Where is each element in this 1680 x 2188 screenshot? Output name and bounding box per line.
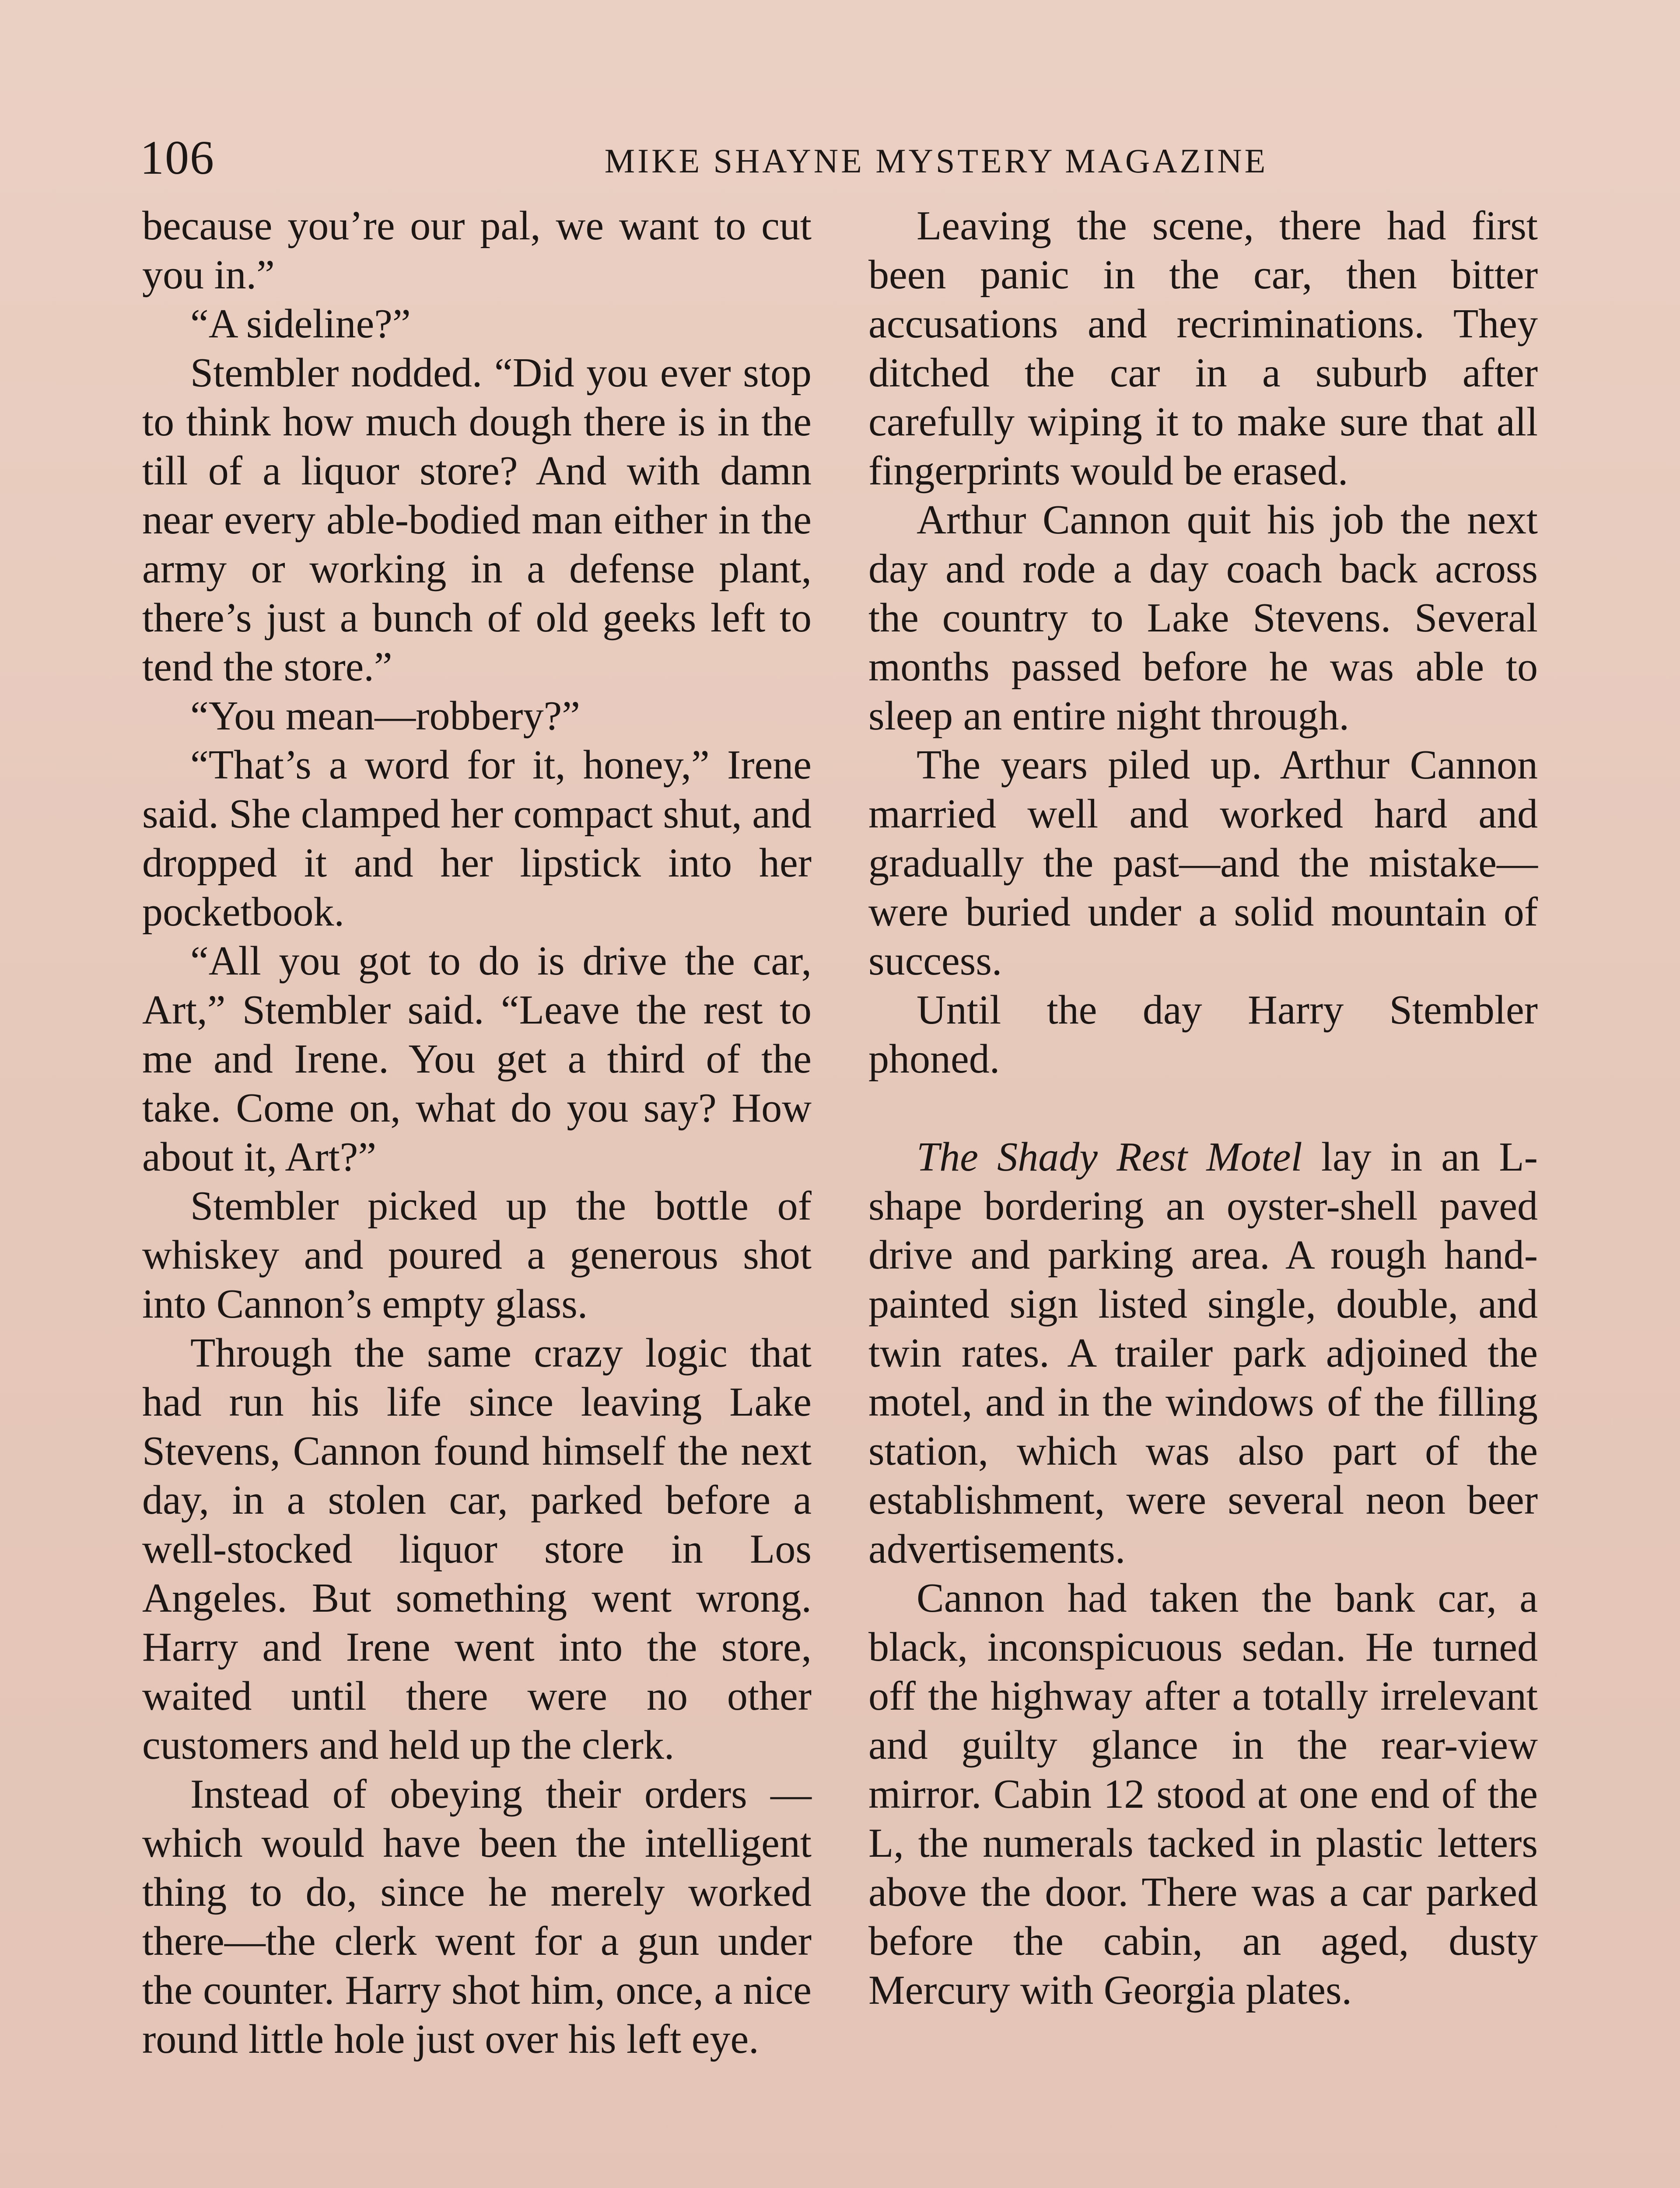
paragraph: Stembler nodded. “Did you ever stop to think how much dough there is in the till of a liquor store? And with damn near every able-bodied man either in the army or working in a defense plant, there’s just a bunch of old geeks left to tend the store.” — [142, 350, 812, 690]
page-number: 106 — [140, 131, 215, 184]
running-head: MIKE SHAYNE MYSTERY MAGAZINE — [604, 142, 1268, 180]
right-column — [868, 201, 1538, 2015]
paragraph: “You mean—robbery?” — [190, 693, 581, 739]
paragraph: Stembler picked up the bottle of whiskey and poured a generous shot into Cannon’s empty glass. — [142, 1183, 812, 1327]
paragraph: Until the day Harry Stembler phoned. — [868, 987, 1538, 1082]
paragraph-text: lay in an L-shape bordering an oyster-shell paved drive and parking area. A rough hand-painted sign listed single, double, and twin rates. A trailer park adjoined the motel, and in the windows of the filling station, which was also part of the establishment, were several neon beer advertisements. — [868, 1134, 1538, 1572]
left-column — [142, 201, 812, 2064]
motel-name: The Shady Rest Motel — [917, 1134, 1302, 1180]
paragraph: The years piled up. Arthur Cannon married well and worked hard and gradually the past—and the mistake—were buried under a solid mountain of success. — [868, 742, 1538, 984]
paragraph: Instead of obeying their orders —which would have been the intelligent thing to do, since he merely worked there—the clerk went for a gun under the counter. Harry shot him, once, a nice round little hole just over his left eye. — [142, 1771, 812, 2062]
paragraph: “All you got to do is drive the car, Art,” Stembler said. “Leave the rest to me and Irene. You get a third of the take. Come on, what do you say? How about it, Art?” — [142, 938, 812, 1180]
paragraph: because you’re our pal, we want to cut you in.” — [142, 203, 812, 298]
page-header — [140, 131, 1540, 193]
paragraph: “A sideline?” — [190, 301, 411, 347]
paragraph: Through the same crazy logic that had run his life since leaving Lake Stevens, Cannon found himself the next day, in a stolen car, parked before a well-stocked liquor store in Los Angeles. But something went wrong. Harry and Irene went into the store, waited until there were no other customers and held up the clerk. — [142, 1330, 812, 1768]
paragraph: Leaving the scene, there had first been panic in the car, then bitter accusations and recriminations. They ditched the car in a suburb after carefully wiping it to make sure that all fingerprints would be erased. — [868, 203, 1538, 494]
paragraph: “That’s a word for it, honey,” Irene said. She clamped her compact shut, and dropped it and her lipstick into her pocketbook. — [142, 742, 812, 935]
paragraph: Arthur Cannon quit his job the next day and rode a day coach back across the country to Lake Stevens. Several months passed before he was able to sleep an entire night through. — [868, 497, 1538, 739]
section-opening-paragraph — [868, 1133, 1538, 1574]
paragraph: Cannon had taken the bank car, a black, inconspicuous sedan. He turned off the highway after a totally irrelevant and guilty glance in the rear-view mirror. Cabin 12 stood at one end of the L, the numerals tacked in plastic letters above the door. There was a car parked before the cabin, an aged, dusty Mercury with Georgia plates. — [868, 1575, 1538, 2013]
